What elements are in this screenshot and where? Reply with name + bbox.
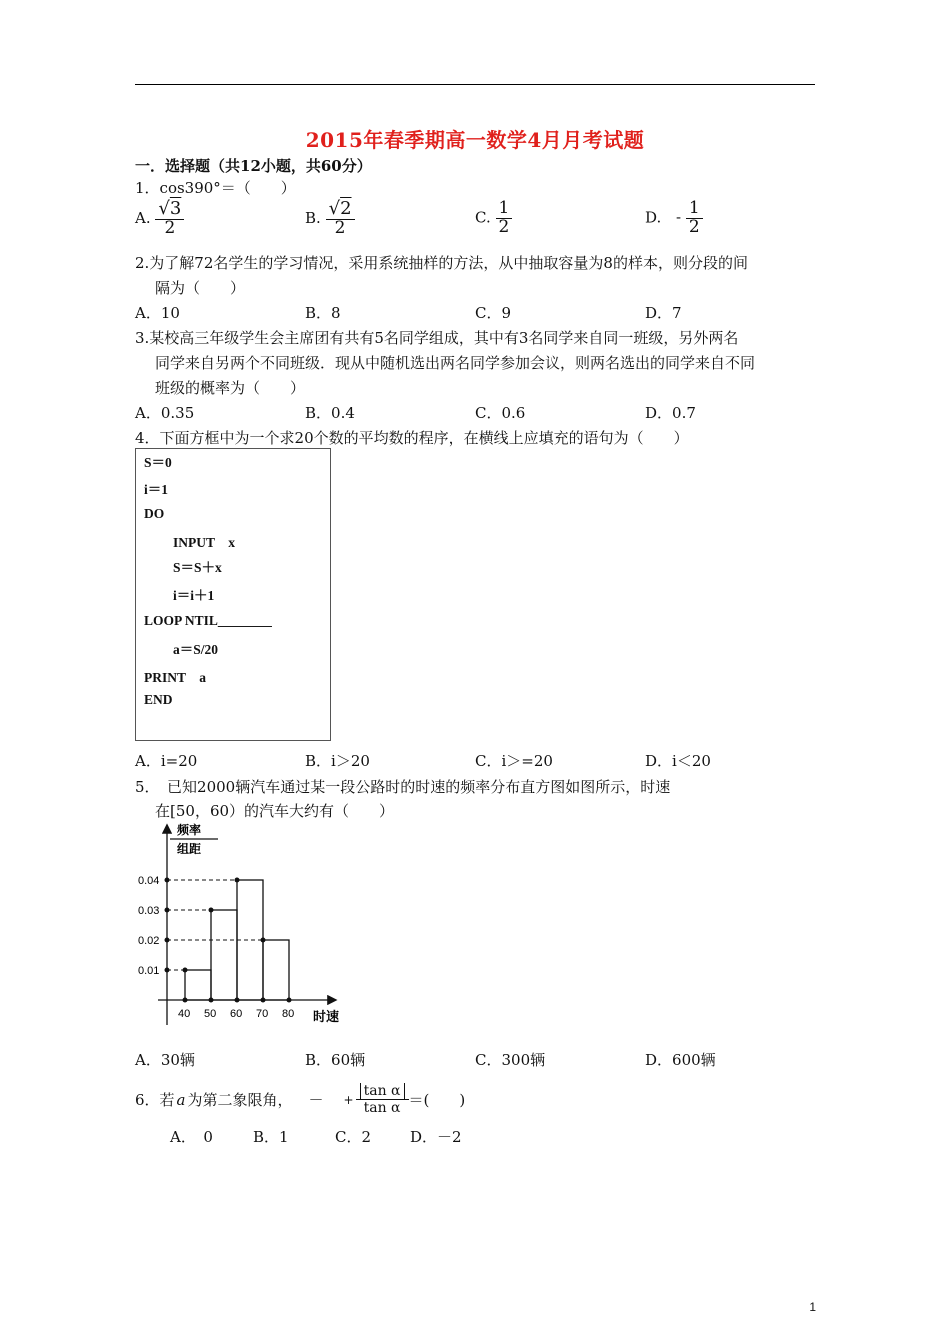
q4-option-c: C．i＞=20 [475, 752, 553, 770]
page-title: 2015年春季期高一数学4月月考试题 [305, 128, 645, 152]
code-line: END [144, 692, 173, 707]
code-line: LOOP NTIL________ [144, 613, 272, 628]
bar-corner-dot [235, 878, 240, 883]
x-tick-label: 40 [178, 1008, 191, 1020]
q6-alpha: a [176, 1090, 186, 1109]
q6-option-c: C．2 [335, 1128, 372, 1146]
q6-prefix: 6．若 [135, 1091, 175, 1110]
q5-line2: 在[50，60）的汽车大约有（ ） [155, 802, 395, 820]
q3-option-c: C．0.6 [475, 404, 526, 422]
q3-option-a: A．0.35 [135, 404, 195, 422]
histogram-bar [263, 940, 289, 1000]
y-label-bottom: 组距 [177, 842, 202, 856]
q2-line2: 隔为（ ） [155, 279, 246, 297]
q6-suffix: ＝( ) [408, 1091, 466, 1110]
x-tick-dot [261, 998, 266, 1003]
histogram-bar [185, 970, 211, 1000]
q4-option-b: B．i＞20 [305, 752, 370, 770]
q6-plus: + [343, 1092, 354, 1107]
q2-option-b: B．8 [305, 304, 341, 322]
y-tick-label: 0.01 [138, 965, 160, 977]
q6-mid: 为第二象限角， [187, 1091, 293, 1110]
q1-option-c: C. $\frac{1}{2}$ [475, 200, 512, 237]
code-line: i＝1 [144, 482, 169, 497]
q5-option-b: B．60辆 [305, 1051, 366, 1069]
code-line: PRINT a [144, 670, 207, 685]
y-tick-label: 0.02 [138, 935, 160, 947]
q3-option-b: B．0.4 [305, 404, 355, 422]
code-line: S＝0 [144, 455, 172, 470]
q6-option-d: D．－2 [410, 1128, 462, 1146]
x-axis-label: 时速 [313, 1009, 340, 1024]
x-tick-label: 70 [256, 1008, 269, 1020]
bar-corner-dot [183, 968, 188, 973]
code-line: DO [144, 506, 165, 521]
q2-line1: 2.为了解72名学生的学习情况，采用系统抽样的方法，从中抽取容量为8的样本，则分段的间 [135, 254, 748, 272]
q3-option-d: D．0.7 [645, 404, 696, 422]
q6-stem [135, 1083, 465, 1116]
y-tick-label: 0.04 [138, 875, 160, 887]
q3-line2: 同学来自另两个不同班级．现从中随机选出两名同学参加会议，则两名选出的同学来自不同 [155, 354, 756, 372]
x-tick-dot [183, 998, 188, 1003]
q6-fraction: $\frac{\text{tan α}}{\text{tan α}}$ [356, 1083, 409, 1116]
q5-line1: 5． 已知2000辆汽车通过某一段公路时的时速的频率分布直方图如图所示，时速 [135, 778, 671, 796]
header-rule [135, 84, 815, 85]
x-tick-dot [235, 998, 240, 1003]
bar-corner-dot [209, 908, 214, 913]
y-axis-dot [165, 968, 170, 973]
y-tick-label: 0.03 [138, 905, 160, 917]
q3-line1: 3.某校高三年级学生会主席团有共有5名同学组成，其中有3名同学来自同一班级，另外两名 [135, 329, 739, 347]
q1-option-b: B. $\frac{√2}{2}$ [305, 200, 355, 238]
q2-option-a: A．10 [135, 304, 180, 322]
q6-option-b: B．1 [253, 1128, 289, 1146]
q1-stem: 1．cos390°＝（ ） [135, 179, 296, 197]
bar-corner-dot [261, 938, 266, 943]
q2-option-c: C．9 [475, 304, 512, 322]
q4-stem: 4．下面方框中为一个求20个数的平均数的程序，在横线上应填充的语句为（ ） [135, 429, 689, 447]
q1-option-d: D. - $\frac{1}{2}$ [645, 200, 703, 237]
code-line: INPUT x [173, 535, 236, 550]
frequency-histogram [130, 820, 360, 1030]
page-number: 1 [809, 1300, 816, 1314]
q6-dash: － [308, 1091, 324, 1110]
y-label-top: 频率 [177, 823, 202, 837]
x-tick-label: 60 [230, 1008, 243, 1020]
q5-option-a: A．30辆 [135, 1051, 195, 1069]
q4-option-a: A．i=20 [135, 752, 198, 770]
program-box [135, 448, 331, 741]
code-line: S＝S＋x [173, 560, 222, 575]
q3-line3: 班级的概率为（ ） [155, 379, 306, 397]
q5-option-d: D．600辆 [645, 1051, 716, 1069]
code-line: i＝i＋1 [173, 588, 215, 603]
x-tick-label: 50 [204, 1008, 217, 1020]
y-axis-dot [165, 938, 170, 943]
code-line: a＝S/20 [173, 642, 219, 657]
histogram-bar [211, 910, 237, 1000]
q2-option-d: D．7 [645, 304, 682, 322]
y-axis-dot [165, 878, 170, 883]
q6-option-a: A． 0 [170, 1128, 213, 1146]
x-tick-dot [287, 998, 292, 1003]
section-heading: 一．选择题（共12小题，共60分） [135, 157, 372, 175]
q5-option-c: C．300辆 [475, 1051, 546, 1069]
x-tick-label: 80 [282, 1008, 295, 1020]
x-tick-dot [209, 998, 214, 1003]
y-axis-dot [165, 908, 170, 913]
q1-option-a: A. $\frac{√3}{2}$ [135, 200, 184, 238]
q4-option-d: D．i＜20 [645, 752, 711, 770]
